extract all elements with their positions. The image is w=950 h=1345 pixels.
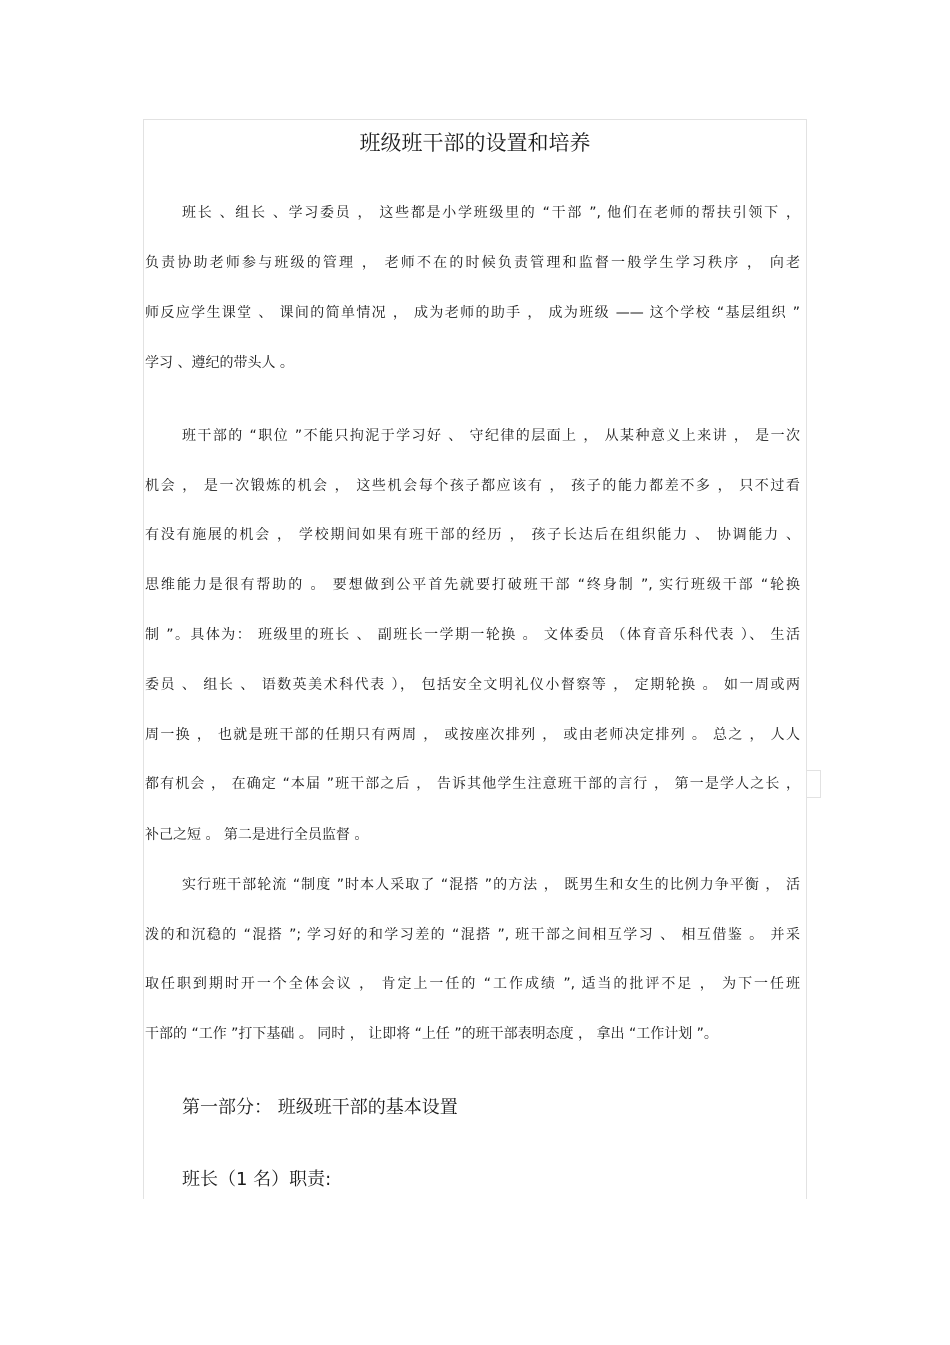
- paragraph-2-line-4: 思维能力是很有帮助的 。 要想做到公平首先就要打破班干部 “终身制 ”, 实行班级干部 “轮换: [145, 577, 800, 593]
- subheading: 班长（1 名）职责:: [182, 1169, 332, 1190]
- section-heading: 第一部分： 班级班干部的基本设置: [182, 1097, 458, 1118]
- paragraph-1-line-3: 师反应学生课堂 、 课间的简单情况 ， 成为老师的助手 ， 成为班级 —— 这个学校 “基层组织 ”: [145, 305, 800, 321]
- paragraph-2-line-1: 班干部的 “职位 ”不能只拘泥于学习好 、 守纪律的层面上 ， 从某种意义上来讲 ， 是一次: [182, 428, 800, 444]
- document-title: 班级班干部的设置和培养: [359, 131, 591, 155]
- paragraph-2-line-8: 都有机会 ， 在确定 “本届 ”班干部之后 ， 告诉其他学生注意班干部的言行 ， 第一是学人之长 ，: [145, 776, 800, 792]
- paragraph-3-line-4: 干部的 “工作 ”打下基础 。 同时 ， 让即将 “上任 ”的班干部表明态度 ， 拿出 “工作计划 ”。: [145, 1026, 718, 1042]
- paragraph-1-line-1: 班长 、组长 、学习委员 ， 这些都是小学班级里的 “干部 ”, 他们在老师的帮扶引领下 ，: [182, 205, 800, 221]
- page-edge-tab: [807, 770, 821, 798]
- paragraph-2-line-3: 有没有施展的机会 ， 学校期间如果有班干部的经历 ， 孩子长达后在组织能力 、 协调能力 、: [145, 527, 800, 543]
- paragraph-3-line-2: 泼的和沉稳的 “混搭 ”; 学习好的和学习差的 “混搭 ”, 班干部之间相互学习 、 相互借鉴 。 并采: [145, 927, 800, 943]
- paragraph-2-line-7: 周一换 ， 也就是班干部的任期只有两周 ， 或按座次排列 ， 或由老师决定排列 。 总之 ， 人人: [145, 727, 800, 743]
- paragraph-2-line-2: 机会 ， 是一次锻炼的机会 ， 这些机会每个孩子都应该有 ， 孩子的能力都差不多 ， 只不过看: [145, 478, 800, 494]
- paragraph-3-line-1: 实行班干部轮流 “制度 ”时本人采取了 “混搭 ”的方法 ， 既男生和女生的比例力争平衡 ， 活: [182, 877, 800, 893]
- paragraph-2-line-5: 制 ”。具体为： 班级里的班长 、 副班长一学期一轮换 。 文体委员 （体育音乐科代表 ）、 生活: [145, 627, 800, 643]
- paragraph-1-line-4: 学习 、遵纪的带头人 。: [145, 355, 294, 371]
- paragraph-2-line-9: 补己之短 。 第二是进行全员监督 。: [145, 827, 369, 843]
- paragraph-2-line-6: 委员 、 组长 、 语数英美术科代表 ）， 包括安全文明礼仪小督察等 ， 定期轮换 。 如一周或两: [145, 677, 800, 693]
- paragraph-1-line-2: 负责协助老师参与班级的管理 ， 老师不在的时候负责管理和监督一般学生学习秩序 ， 向老: [145, 255, 800, 271]
- paragraph-3-line-3: 取任职到期时开一个全体会议 ， 肯定上一任的 “工作成绩 ”, 适当的批评不足 ， 为下一任班: [145, 976, 800, 992]
